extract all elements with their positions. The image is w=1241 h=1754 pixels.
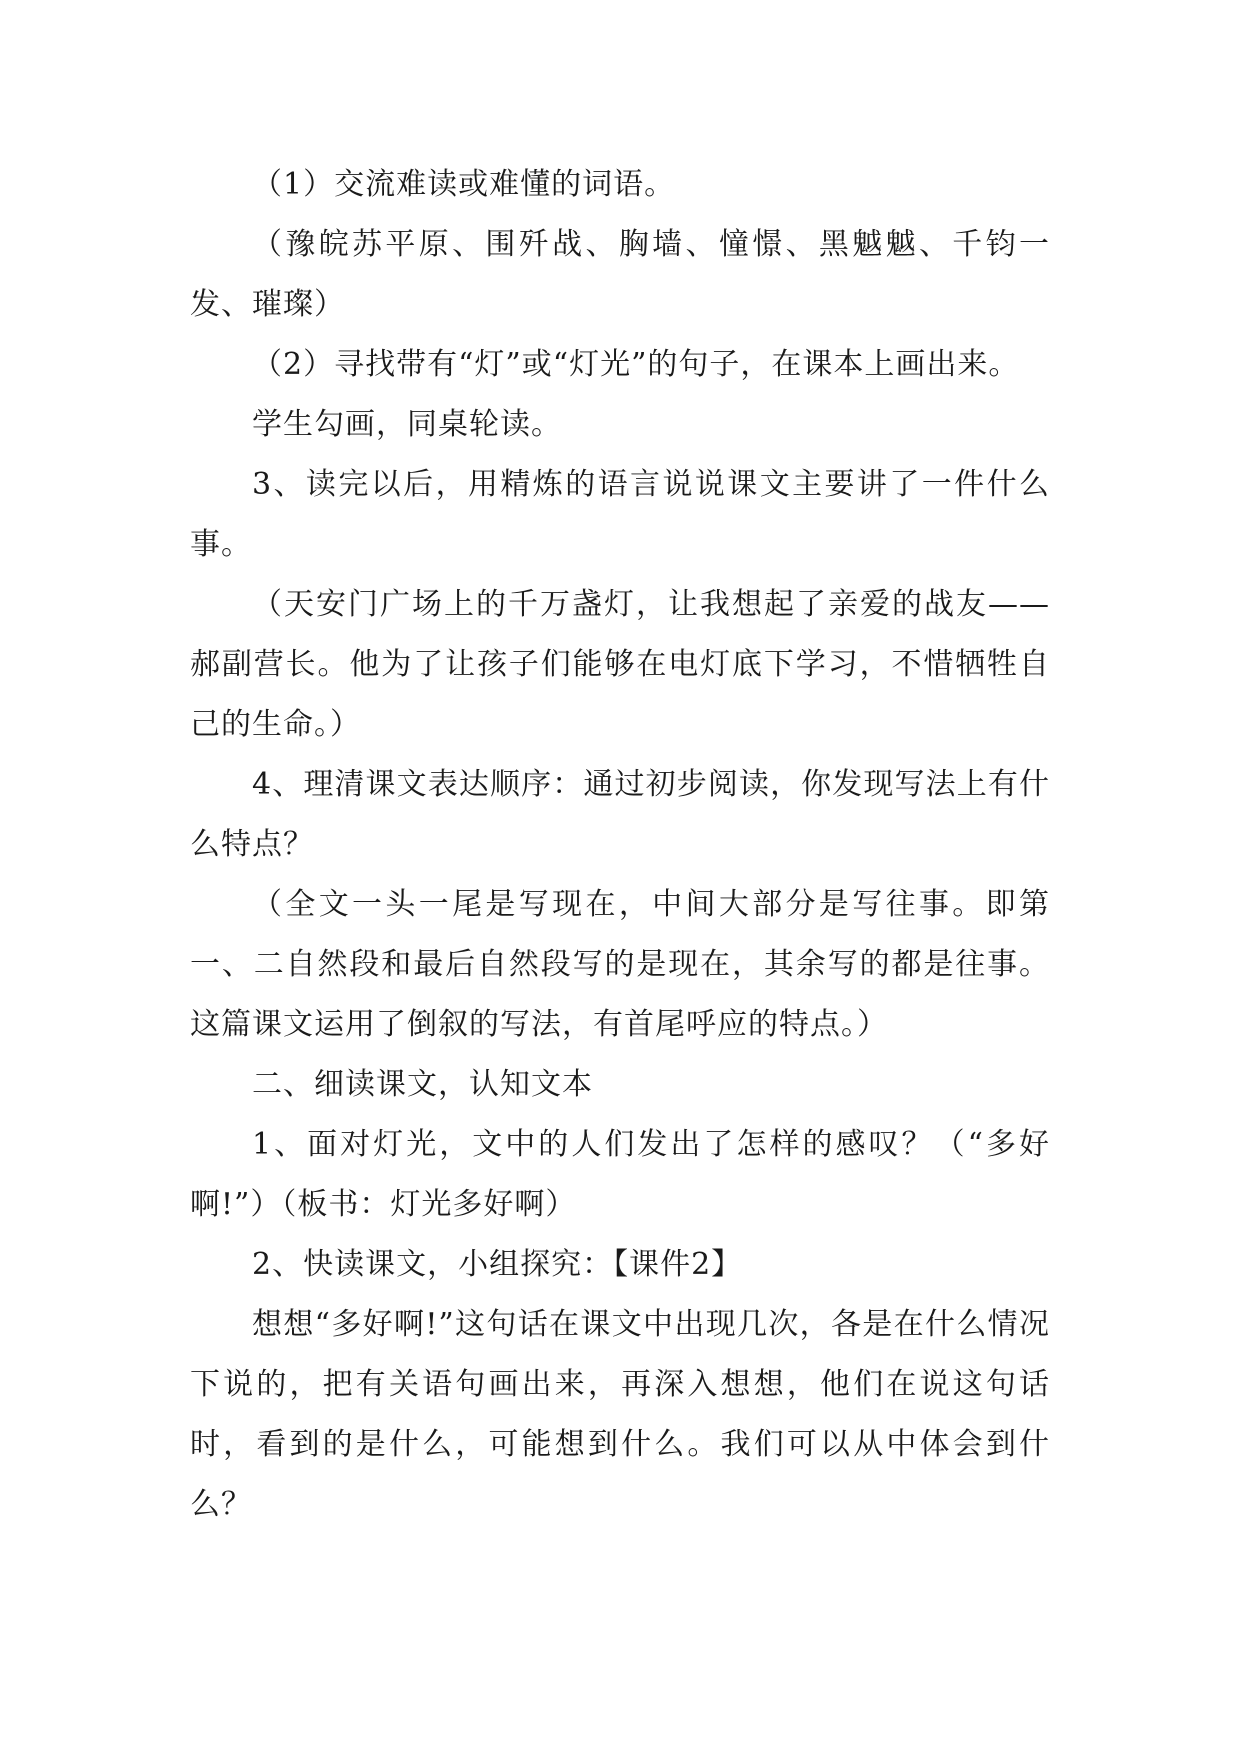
paragraph-2: （豫皖苏平原、围歼战、胸墙、憧憬、黑魆魆、千钧一发、璀璨） (190, 227, 1050, 322)
paragraph-12: 想想“多好啊!”这句话在课文中出现几次，各是在什么情况下说的，把有关语句画出来，再深入想想，他们在说这句话时，看到的是什么，可能想到什么。我们可以从中体会到什么？ (190, 1307, 1050, 1522)
document-body (190, 155, 1050, 1535)
paragraph-4: 学生勾画，同桌轮读。 (252, 407, 562, 442)
paragraph-1: （1）交流难读或难懂的词语。 (252, 167, 676, 202)
paragraph-8: （全文一头一尾是写现在，中间大部分是写往事。即第一、二自然段和最后自然段写的是现在，其余写的都是往事。这篇课文运用了倒叙的写法，有首尾呼应的特点。） (190, 887, 1050, 1042)
paragraph-10: 1、面对灯光，文中的人们发出了怎样的感叹？（“多好啊!”）（板书：灯光多好啊） (190, 1127, 1050, 1222)
paragraph-7: 4、理清课文表达顺序：通过初步阅读，你发现写法上有什么特点？ (190, 767, 1050, 862)
paragraph-11: 2、快读课文，小组探究：【课件2】 (252, 1247, 743, 1282)
paragraph-3: （2）寻找带有“灯”或“灯光”的句子，在课本上画出来。 (252, 347, 1020, 382)
paragraph-6: （天安门广场上的千万盏灯，让我想起了亲爱的战友——郝副营长。他为了让孩子们能够在电灯底下学习，不惜牺牲自己的生命。） (190, 587, 1050, 742)
paragraph-5: 3、读完以后，用精炼的语言说说课文主要讲了一件什么事。 (190, 467, 1050, 562)
section-heading: 二、细读课文，认知文本 (252, 1067, 593, 1102)
